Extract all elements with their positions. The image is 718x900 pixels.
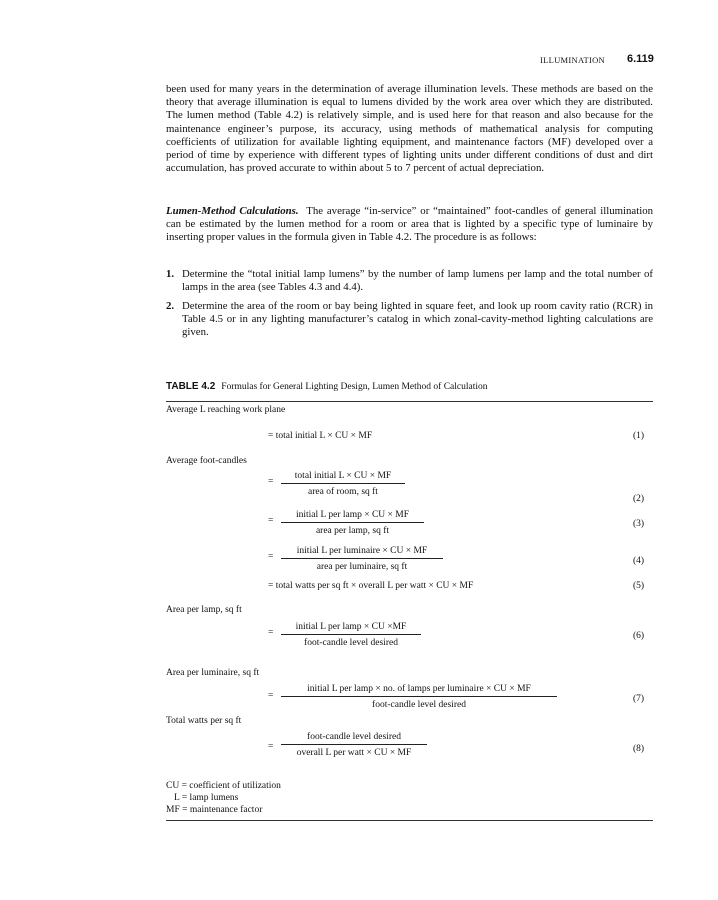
equals-sign: = bbox=[268, 477, 274, 487]
definition-mf: MF = maintenance factor bbox=[166, 805, 263, 815]
list-text: Determine the area of the room or bay being lighted in square feet, and look up room cavity ratio (RCR) in Table 4.5 or in any lighting manufacturer’s catalog in which zonal-cavity-method lighting calculations are given. bbox=[182, 300, 653, 339]
section-label-avg-l: Average L reaching work plane bbox=[166, 405, 286, 415]
fraction-numerator: initial L per lamp × no. of lamps per luminaire × CU × MF bbox=[281, 684, 557, 697]
equation-3-fraction bbox=[281, 510, 424, 536]
equation-1: = total initial L × CU × MF bbox=[268, 431, 373, 441]
fraction-denominator: area per luminaire, sq ft bbox=[316, 562, 408, 572]
fraction-numerator: initial L per luminaire × CU × MF bbox=[281, 546, 443, 559]
equation-number: (5) bbox=[633, 581, 645, 591]
fraction-numerator: initial L per lamp × CU ×MF bbox=[281, 622, 421, 635]
equation-2-fraction bbox=[281, 471, 405, 497]
fraction-numerator: foot-candle level desired bbox=[281, 732, 427, 745]
section-label-avg-fc: Average foot-candles bbox=[166, 456, 247, 466]
equation-6-fraction bbox=[281, 622, 421, 648]
fraction-denominator: foot-candle level desired bbox=[372, 700, 466, 710]
paragraph-text: The average “in-service” or “maintained” foot-candles of general illumination can be estimated by the lumen method for a room or area that is lighted by a specific type of luminaire by inserting proper values in the formula given in Table 4.2. The procedure is as follows: bbox=[166, 205, 653, 244]
equation-number: (4) bbox=[633, 556, 645, 566]
running-header-section: ILLUMINATION bbox=[540, 55, 605, 65]
equals-sign: = bbox=[268, 691, 274, 701]
table-label: TABLE 4.2 bbox=[166, 381, 216, 392]
table-title: Formulas for General Lighting Design, Lumen Method of Calculation bbox=[221, 382, 488, 392]
fraction-denominator: overall L per watt × CU × MF bbox=[296, 748, 412, 758]
equation-number: (2) bbox=[633, 494, 645, 504]
fraction-numerator: total initial L × CU × MF bbox=[281, 471, 405, 484]
equation-number: (6) bbox=[633, 631, 645, 641]
equals-sign: = bbox=[268, 742, 274, 752]
table-top-rule bbox=[166, 401, 653, 402]
table-caption bbox=[166, 381, 488, 392]
equation-number: (3) bbox=[633, 519, 645, 529]
fraction-denominator: area per lamp, sq ft bbox=[315, 526, 390, 536]
equation-number: (8) bbox=[633, 744, 645, 754]
definition-l: L = lamp lumens bbox=[174, 793, 239, 803]
body-paragraph: been used for many years in the determination of average illumination levels. These methods are based on the theory that average illumination is equal to lumens divided by the work area over which they are distributed. The lumen method (Table 4.2) is relatively simple, and is used here for that reason and also because for the maintenance engineer’s purpose, its accuracy, using methods of mathematical analysis for computing coefficients of utilization for available lighting equipment, and maintenance factors (MF) developed over a period of time by experience with different types of lighting units under different conditions of dust and dirt accumulation, has proved accurate to within about 5 to 7 percent of actual depreciation. bbox=[166, 83, 653, 175]
fraction-denominator: area of room, sq ft bbox=[308, 487, 378, 497]
list-item bbox=[166, 268, 653, 294]
equation-7-fraction bbox=[281, 684, 557, 710]
equation-number: (7) bbox=[633, 694, 645, 704]
fraction-denominator: foot-candle level desired bbox=[304, 638, 398, 648]
table-definitions bbox=[166, 780, 281, 816]
list-item bbox=[166, 300, 653, 340]
fraction-numerator: initial L per lamp × CU × MF bbox=[281, 510, 424, 523]
lumen-method-paragraph bbox=[166, 205, 653, 245]
section-label-area-lamp: Area per lamp, sq ft bbox=[166, 605, 242, 615]
equation-5: = total watts per sq ft × overall L per watt × CU × MF bbox=[268, 581, 474, 591]
definition-cu: CU = coefficient of utilization bbox=[166, 781, 281, 791]
equals-sign: = bbox=[268, 516, 274, 526]
section-label-watts: Total watts per sq ft bbox=[166, 716, 242, 726]
list-text: Determine the “total initial lamp lumens” by the number of lamp lumens per lamp and the total number of lamps in the area (see Tables 4.3 and 4.4). bbox=[182, 268, 653, 294]
section-label-area-luminaire: Area per luminaire, sq ft bbox=[166, 668, 260, 678]
equals-sign: = bbox=[268, 552, 274, 562]
equation-8-fraction bbox=[281, 732, 427, 758]
list-number: 1. bbox=[166, 268, 175, 280]
equals-sign: = bbox=[268, 628, 274, 638]
table-bottom-rule bbox=[166, 820, 653, 821]
run-in-heading: Lumen-Method Calculations. bbox=[166, 205, 299, 217]
equation-4-fraction bbox=[281, 546, 443, 572]
page-number: 6.119 bbox=[627, 53, 654, 65]
list-number: 2. bbox=[166, 300, 175, 312]
equation-number: (1) bbox=[633, 431, 645, 441]
